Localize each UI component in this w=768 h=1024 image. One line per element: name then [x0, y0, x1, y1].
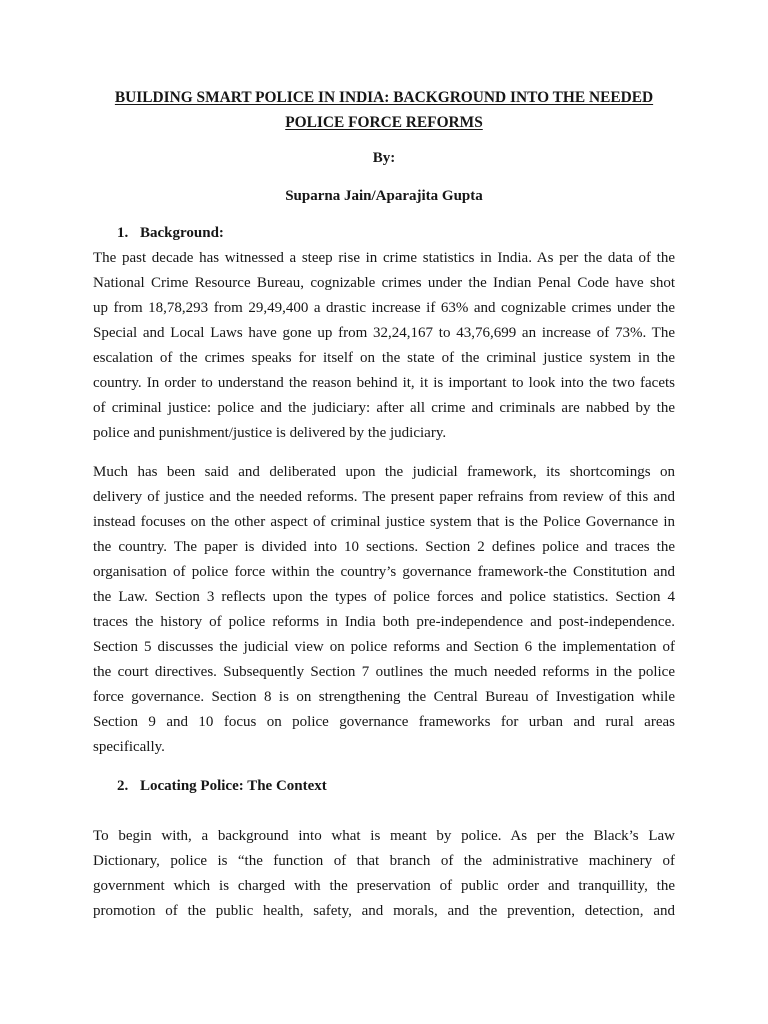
- paragraph-line: up from 18,78,293 from 29,49,400 a drastic increase if 63% and cognizable crimes under the: [93, 300, 675, 316]
- paragraph-line: The past decade has witnessed a steep rise in crime statistics in India. As per the data of the: [93, 250, 675, 266]
- paragraph-line: country. In order to understand the reason behind it, it is important to look into the two facets: [93, 375, 675, 391]
- paragraph-line: instead focuses on the other aspect of criminal justice system that is the Police Governance in: [93, 514, 675, 530]
- section-heading-background: [93, 221, 675, 246]
- paragraph-line: Much has been said and deliberated upon the judicial framework, its shortcomings on: [93, 464, 675, 480]
- paragraph: [93, 460, 675, 760]
- paragraph-line: traces the history of police reforms in India both pre-independence and post-independence.: [93, 614, 675, 630]
- paragraph-line: escalation of the crimes speaks for itself on the state of the criminal justice system in the: [93, 350, 675, 366]
- paragraph-line: Dictionary, police is “the function of that branch of the administrative machinery of: [93, 853, 675, 869]
- paragraph-line: force governance. Section 8 is on strengthening the Central Bureau of Investigation while: [93, 689, 675, 705]
- paragraph-line: To begin with, a background into what is meant by police. As per the Black’s Law: [93, 828, 675, 844]
- paragraph-line: government which is charged with the preservation of public order and tranquillity, the: [93, 878, 675, 894]
- section-number: 2.: [117, 778, 129, 794]
- paragraph: [93, 824, 675, 924]
- paragraph: [93, 246, 675, 446]
- paragraph-line: promotion of the public health, safety, and morals, and the prevention, detection, and: [93, 903, 675, 919]
- paragraph-line: specifically.: [93, 739, 165, 755]
- byline-label-block: [93, 146, 675, 171]
- paragraph-line: Section 9 and 10 focus on police governance frameworks for urban and rural areas: [93, 714, 675, 730]
- paragraph-line: Special and Local Laws have gone up from 32,24,167 to 43,76,699 an increase of 73%. The: [93, 325, 675, 341]
- paragraph-line: the Law. Section 3 reflects upon the types of police forces and police statistics. Section 4: [93, 589, 675, 605]
- section-heading-context: [93, 774, 675, 799]
- section-heading: [93, 774, 675, 799]
- paragraph-line: the country. The paper is divided into 10 sections. Section 2 defines police and traces the: [93, 539, 675, 555]
- section-heading-text: Locating Police: The Context: [140, 778, 327, 794]
- paragraph-line: of criminal justice: police and the judiciary: after all crime and criminals are nabbed by the: [93, 400, 675, 416]
- document-title: [93, 85, 675, 135]
- paragraph-line: delivery of justice and the needed reforms. The present paper refrains from review of this and: [93, 489, 675, 505]
- title-line: POLICE FORCE REFORMS: [285, 114, 483, 131]
- authors: Suparna Jain/Aparajita Gupta: [285, 188, 483, 204]
- title-line: BUILDING SMART POLICE IN INDIA: BACKGROUND INTO THE NEEDED: [114, 89, 654, 106]
- section-heading-text: Background:: [140, 225, 224, 241]
- section-heading: [93, 221, 675, 246]
- authors-block: [93, 184, 675, 209]
- section-number: 1.: [117, 225, 129, 241]
- paragraph-line: organisation of police force within the country’s governance framework-the Constitution and: [93, 564, 675, 580]
- byline-label: By:: [372, 150, 396, 166]
- paragraph-line: police and punishment/justice is delivered by the judiciary.: [93, 425, 447, 441]
- paragraph-line: Section 5 discusses the judicial view on police reforms and Section 6 the implementation of: [93, 639, 675, 655]
- paragraph-line: National Crime Resource Bureau, cognizable crimes under the Indian Penal Code have shot: [93, 275, 675, 291]
- paragraph-line: the court directives. Subsequently Section 7 outlines the much needed reforms in the police: [93, 664, 675, 680]
